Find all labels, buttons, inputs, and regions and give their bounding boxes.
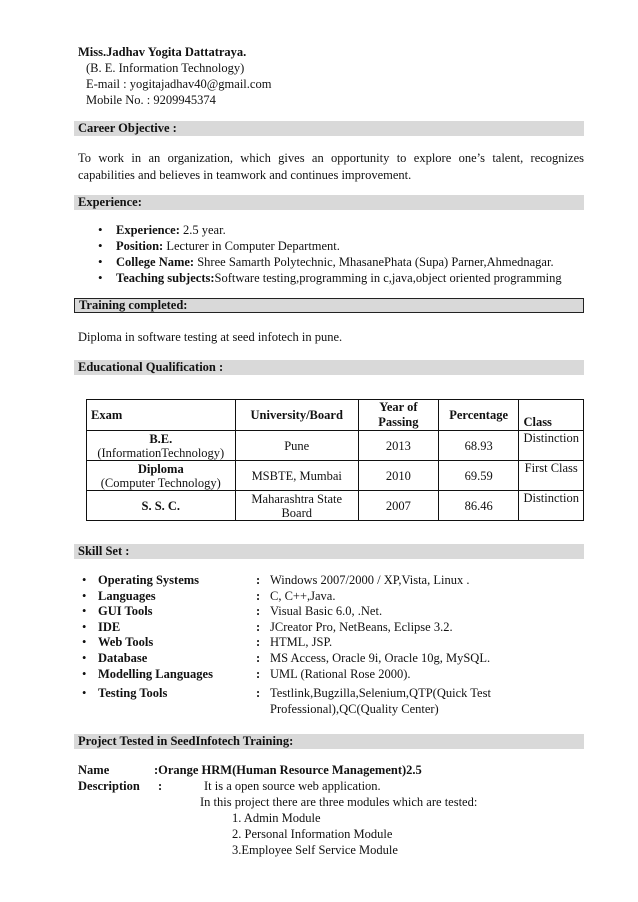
year-cell: 2010: [358, 461, 438, 491]
percentage-cell: 86.46: [438, 491, 519, 521]
contact-header: [78, 44, 271, 108]
class-cell: First Class: [519, 461, 584, 491]
list-item: 3.Employee Self Service Module: [232, 843, 398, 857]
exam-cell: Diploma (Computer Technology): [87, 461, 236, 491]
col-board: University/Board: [235, 400, 358, 431]
list-item: • Experience: 2.5 year.: [98, 222, 562, 238]
project-description-row: Description : It is a open source web application.: [78, 779, 381, 793]
percentage-cell: 69.59: [438, 461, 519, 491]
year-cell: 2013: [358, 431, 438, 461]
list-item: • Position: Lecturer in Computer Department.: [98, 238, 562, 254]
col-year: Year of Passing: [358, 400, 438, 431]
year-cell: 2007: [358, 491, 438, 521]
experience-heading: Experience:: [74, 195, 584, 210]
table-row: [87, 431, 584, 461]
board-cell: Maharashtra State Board: [235, 491, 358, 521]
candidate-degree: (B. E. Information Technology): [86, 61, 245, 75]
project-details: [78, 762, 478, 858]
class-cell: Distinction: [519, 431, 584, 461]
table-row: [87, 491, 584, 521]
list-item: 1. Admin Module: [232, 811, 321, 825]
class-cell: Distinction: [519, 491, 584, 521]
list-item: • Teaching subjects:Software testing,programming in c,java,object oriented programming: [98, 270, 562, 286]
board-cell: MSBTE, Mumbai: [235, 461, 358, 491]
experience-list: [98, 222, 562, 286]
skill-set-heading: Skill Set :: [74, 544, 584, 559]
candidate-mobile: Mobile No. : 9209945374: [86, 93, 216, 107]
career-objective-text: To work in an organization, which gives an opportunity to explore one’s talent, recognizes capabilities and believes in teamwork and continues improvement.: [78, 151, 584, 182]
candidate-name: Miss.Jadhav Yogita Dattatraya.: [78, 45, 247, 59]
project-name-row: Name :Orange HRM(Human Resource Management)2.5: [78, 763, 422, 777]
modules-intro: In this project there are three modules which are tested:: [200, 795, 478, 809]
career-objective-heading: Career Objective :: [74, 121, 584, 136]
exam-cell: B.E. (InformationTechnology): [87, 431, 236, 461]
candidate-email: E-mail : yogitajadhav40@gmail.com: [86, 77, 272, 91]
education-heading: Educational Qualification :: [74, 360, 584, 375]
project-heading: Project Tested in SeedInfotech Training:: [74, 734, 584, 749]
board-cell: Pune: [235, 431, 358, 461]
list-item: 2. Personal Information Module: [232, 827, 393, 841]
col-exam: Exam: [87, 400, 236, 431]
exam-cell: S. S. C.: [87, 491, 236, 521]
col-class: Class: [519, 400, 584, 431]
percentage-cell: 68.93: [438, 431, 519, 461]
training-heading: Training completed:: [74, 298, 584, 313]
col-percentage: Percentage: [438, 400, 519, 431]
training-text: Diploma in software testing at seed infotech in pune.: [78, 330, 343, 344]
education-table: [86, 399, 584, 521]
table-row: [87, 461, 584, 491]
resume-page: Miss.Jadhav Yogita Dattatraya. (B. E. Information Technology) E-mail : yogitajadhav40@gmail.com Mobile No. : 9209945374 Career Objective : To work in an organization, which gives an opportunity to explore one’s talent, recognizes capabilities and believes in teamwork and continues improvement. Experience: • Experience: 2.5 year. • Position: Lecturer in Computer Department. • College Name: Shree Samarth Polytechnic, MhasanePhata (Supa) Parner,Ahmednagar. • Teaching subjects:Software testing,programming in c,java,object oriented programming Training completed: Diploma in software testing at seed infotech in pune. Educational Qualification : Exam University/Board Year of Passing Percentage Class B.E. (InformationTechnology) Pune 2013 68.93 Distinction Diploma (Computer Technology) MSBTE, Mumbai 2010 69.59 First Class S. S. C. Maharashtra State Board 2007 86.46 Distinction Skill Set : • Operating Systems : Windows 2007/2000 / XP,Vista, Linux . • Languages : C, C++,Java. • GUI Tools : Visual Basic 6.0, .Net. • IDE : JCreator Pro, NetBeans, Eclipse 3.2. • Web Tools : HTML, JSP. • Database : MS Access, Oracle 9i, Oracle 10g, MySQL. • Modelling Languages : UML (Rational Rose 2000). • Testing Tools : Testlink,Bugzilla,Selenium,QTP(Quick Test Professional),QC(Quality Center) Project Tested in SeedInfotech Training: Name :Orange HRM(Human Resource Management)2.5 Description : It is a open source web application. In this project there are three modules which are tested: 1. Admin Module 2. Personal Information Module 3.Employee Self Service Module: [0, 0, 638, 902]
table-header-row: [87, 400, 584, 431]
list-item: • College Name: Shree Samarth Polytechnic, MhasanePhata (Supa) Parner,Ahmednagar.: [98, 254, 562, 270]
